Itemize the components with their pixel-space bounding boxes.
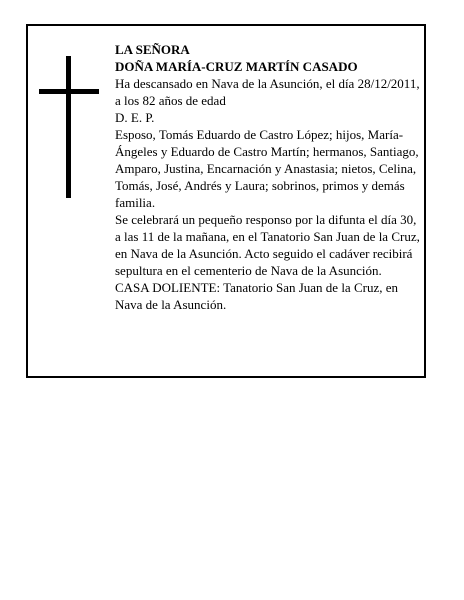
deceased-name: DOÑA MARÍA-CRUZ MARTÍN CASADO <box>115 59 358 74</box>
obituary-text <box>115 41 421 313</box>
casa-doliente: CASA DOLIENTE: Tanatorio San Juan de la Cruz, en Nava de la Asunción. <box>115 280 398 312</box>
service-info: Se celebrará un pequeño responso por la difunta el día 30, a las 11 de la mañana, en el Tanatorio San Juan de la Cruz, en Nava de la Asunción. Acto seguido el cadáver recibirá sepultura en el cementerio de Nava de la Asunción. <box>115 212 420 278</box>
family-list: Esposo, Tomás Eduardo de Castro López; hijos, María-Ángeles y Eduardo de Castro Martín; hermanos, Santiago, Amparo, Justina, Encarnación y Anastasia; nietos, Celina, Tomás, José, Andrés y Laura; sobrinos, primos y demás familia. <box>115 127 419 210</box>
heading-title: LA SEÑORA <box>115 42 190 57</box>
death-info: Ha descansado en Nava de la Asunción, el día 28/12/2011, a los 82 años de edad <box>115 76 420 108</box>
cross-vertical-bar <box>66 56 71 198</box>
dep-text: D. E. P. <box>115 110 155 125</box>
cross-icon <box>39 56 99 198</box>
cross-horizontal-bar <box>39 89 99 94</box>
obituary-notice <box>26 24 426 378</box>
